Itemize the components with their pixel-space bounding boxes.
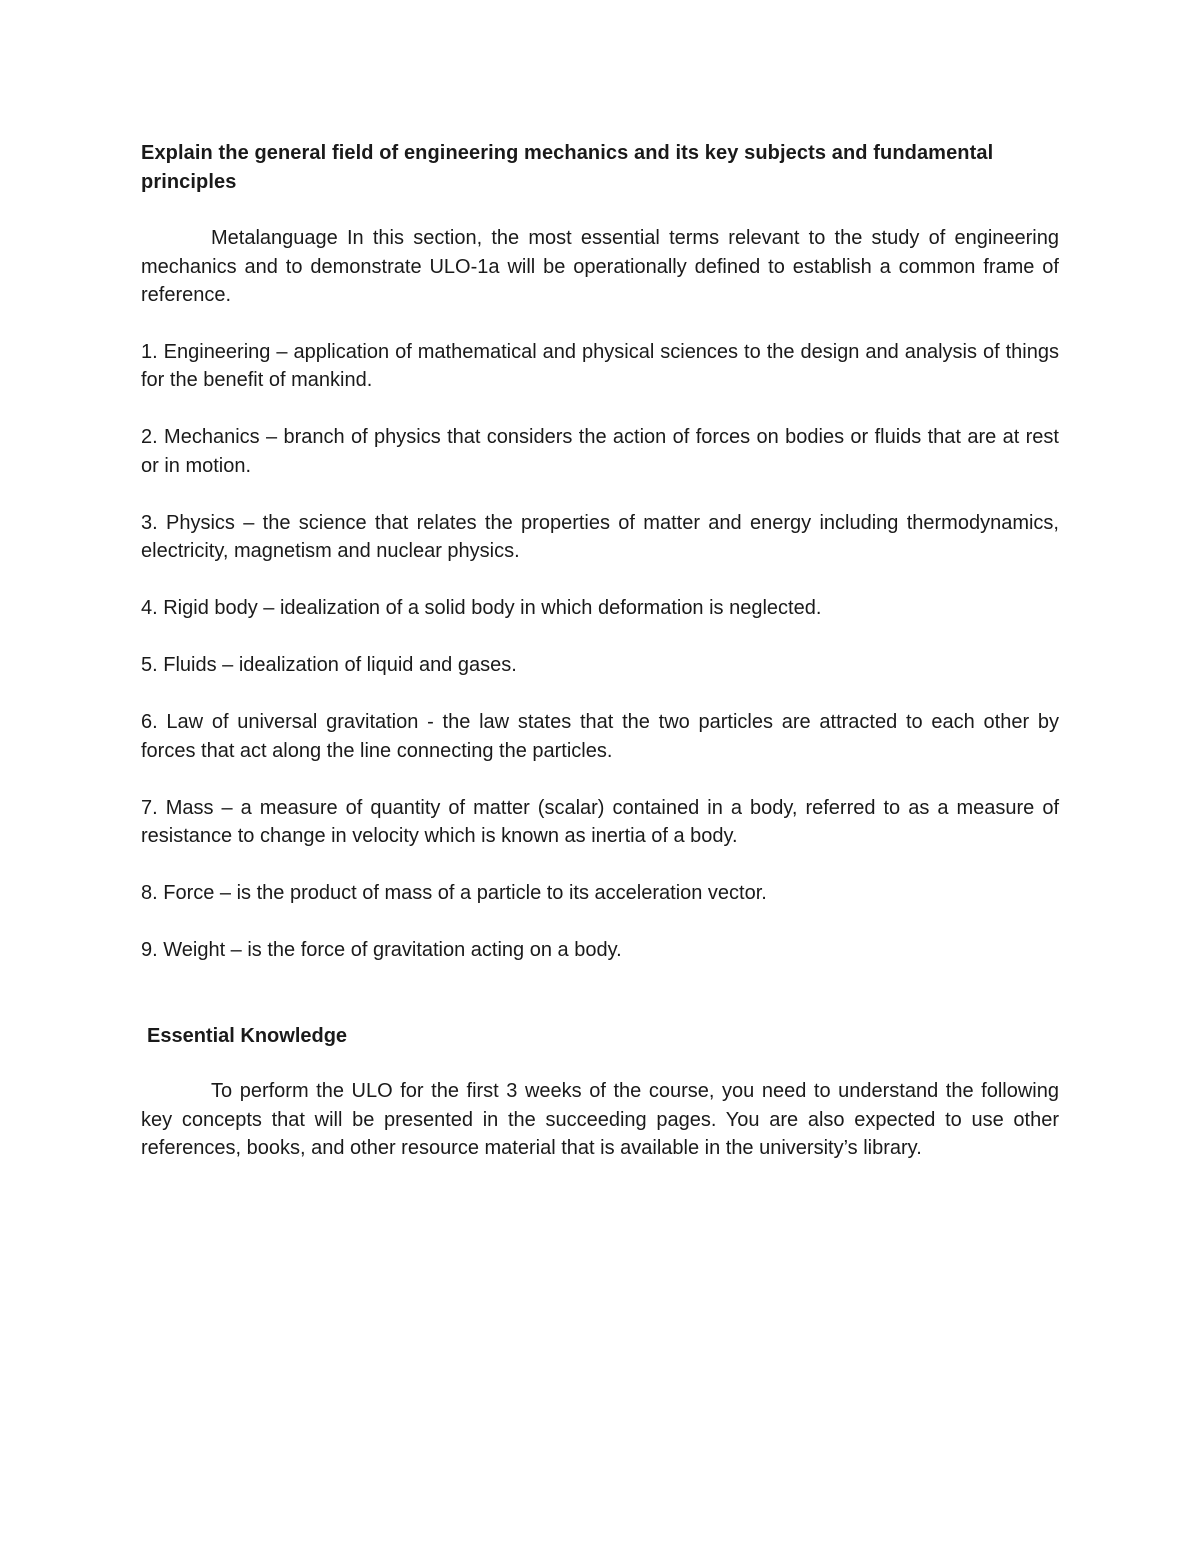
term-universal-gravitation: 6. Law of universal gravitation - the law states that the two particles are attracted to each other by forces that act along the line connecting the particles. [141, 711, 1059, 762]
term-mass: 7. Mass – a measure of quantity of matter (scalar) contained in a body, referred to as a measure of resistance to change in velocity which is known as inertia of a body. [141, 796, 1059, 847]
intro-paragraph: Metalanguage In this section, the most essential terms relevant to the study of engineering mechanics and to demonstrate ULO-1a will be operationally defined to establish a common frame of reference. [141, 227, 1059, 306]
document-page [141, 139, 1059, 1163]
page-title: Explain the general field of engineering mechanics and its key subjects and fundamental principles [141, 142, 994, 193]
term-mechanics: 2. Mechanics – branch of physics that considers the action of forces on bodies or fluids that are at rest or in motion. [141, 426, 1059, 477]
term-physics: 3. Physics – the science that relates the properties of matter and energy including thermodynamics, electricity, magnetism and nuclear physics. [141, 511, 1059, 562]
term-engineering: 1. Engineering – application of mathematical and physical sciences to the design and analysis of things for the benefit of mankind. [141, 340, 1059, 391]
terms-list [141, 338, 1059, 965]
term-rigid-body: 4. Rigid body – idealization of a solid body in which deformation is neglected. [141, 597, 822, 619]
section-heading-essential-knowledge: Essential Knowledge [147, 1024, 348, 1047]
term-fluids: 5. Fluids – idealization of liquid and gases. [141, 654, 517, 676]
term-force: 8. Force – is the product of mass of a particle to its acceleration vector. [141, 882, 767, 904]
term-weight: 9. Weight – is the force of gravitation acting on a body. [141, 939, 622, 961]
essential-knowledge-paragraph: To perform the ULO for the first 3 weeks of the course, you need to understand the following key concepts that will be presented in the succeeding pages. You are also expected to use other references, books, and other resource material that is available in the university’s library. [141, 1080, 1059, 1159]
